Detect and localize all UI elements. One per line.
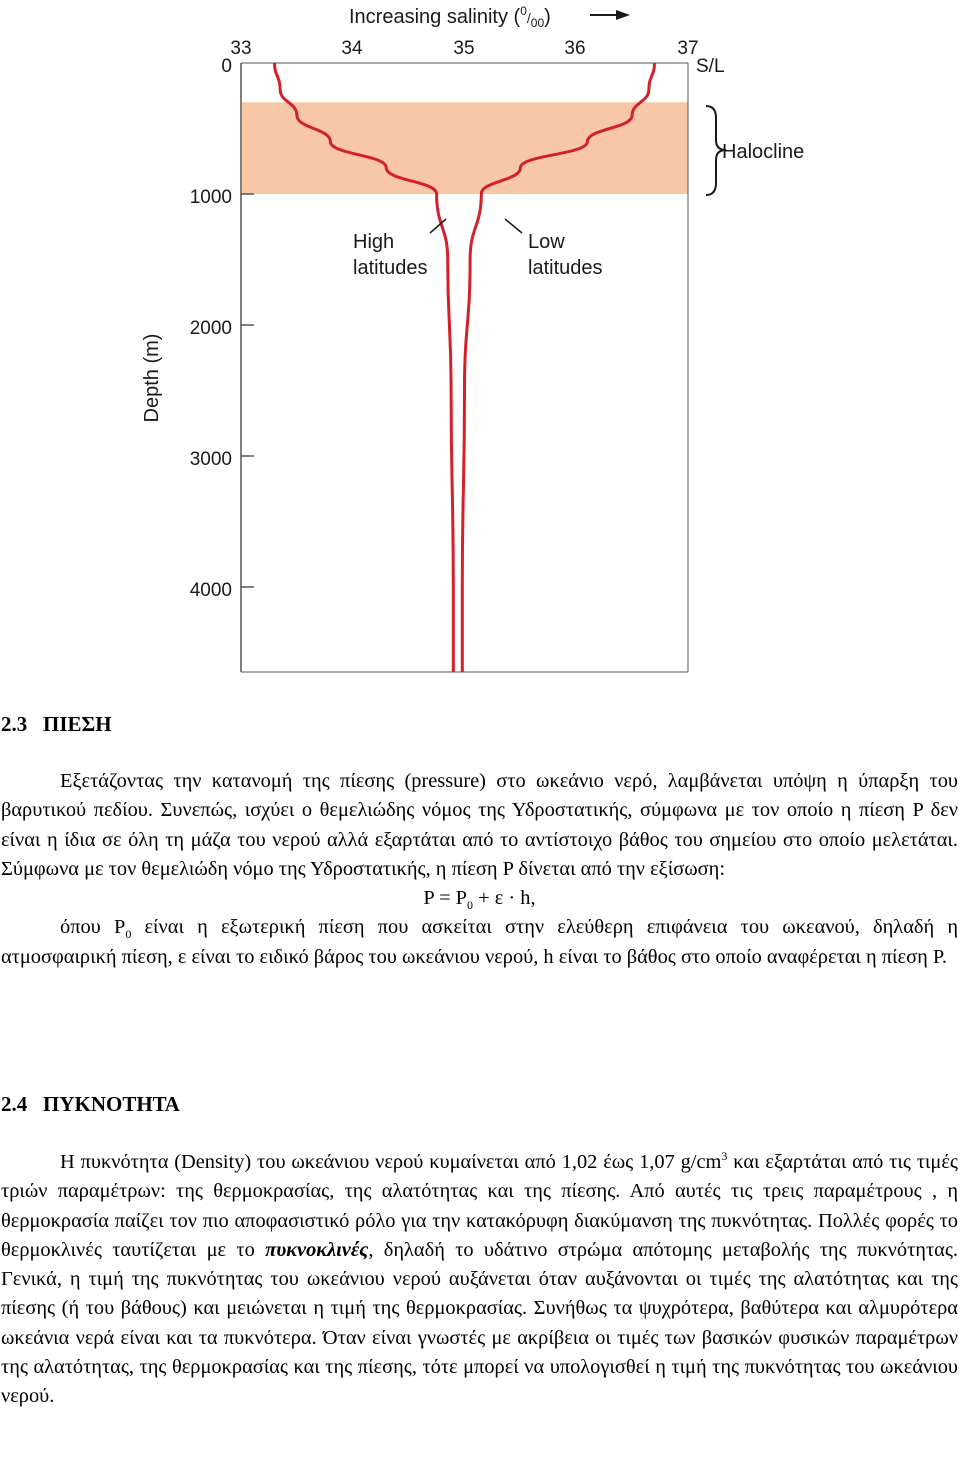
salinity-depth-chart [0,0,960,700]
low-latitudes-label-line2: latitudes [528,257,603,279]
x-tick-label: 35 [453,38,475,59]
y-tick-marks [241,194,254,587]
y-tick-label: 3000 [189,449,232,470]
equation-explanation: όπου $P_0$ είναι η εξωτερική πίεση που ασκείται στην ελεύθερη επιφάνεια του ωκεανού, δηλαδή η ατμοσφαιρική πίεση, ε είναι το ειδικό βάρος του ωκεάνιου νερού, h είναι το βάθος στο οποίο αναφέρεται η πίεση P. [1,916,958,968]
section-2-4-heading: 2.4 ΠΥΚΝΟΤΗΤΑ [1,1092,180,1116]
x-tick-labels [230,38,698,59]
x-tick-label: 37 [677,38,699,59]
density-paragraph: Η πυκνότητα (Density) του ωκεάνιου νερού κυμαίνεται από 1,02 έως 1,07 $g/cm^3$ και εξαρτάται από τις τιμές τριών παραμέτρων: της θερμοκρασίας, της αλατότητας και της πίεσης. Από αυτές τις τρεις παραμέτρους , η θερμοκρασία παίζει τον πιο αποφασιστικό ρόλο για την κατακόρυφη διακύμανση της πυκνότητας. Πολλές φορές το θερμοκλινές ταυτίζεται με το πυκνοκλινές, δηλαδή το υδάτινο στρώμα απότομης μεταβολής της πυκνότητας. Γενικά, η τιμή της πυκνότητας του ωκεάνιου νερού αυξάνεται όταν αυξάνονται οι τιμές της αλατότητας και της πίεσης (ή του βάθους) και μειώνεται η τιμή της θερμοκρασίας. Συνήθως τα ψυχρότερα, βαθύτερα και αλμυρότερα ωκεάνια νερά είναι και τα πυκνότερα. Όταν είναι γνωστές με ακρίβεια οι τιμές των βασικών φυσικών παραμέτρων της αλατότητας, της θερμοκρασίας και της πίεσης, τότε μπορεί να υπολογισθεί η τιμή της πυκνότητας του ωκεάνιου νερού. [1,1149,958,1408]
section-2-3-heading: 2.3 ΠΙΕΣΗ [1,712,112,736]
halocline-label: Halocline [722,141,805,163]
high-latitudes-label-line1: High [353,231,395,253]
pressure-paragraph: Εξετάζοντας την κατανομή της πίεσης (pressure) στο ωκεάνιο νερό, λαμβάνεται υπόψη η ύπαρξη του βαρυτικού πεδίου. Συνεπώς, ισχύει ο θεμελιώδης νόμος της Υδροστατικής, σύμφωνα με τον οποίο η πίεση P δεν είναι η ίδια σε όλη τη μάζα του νερού αλλά εξαρτάται από το αντίστοιχο βάθος του σημείου στο οποίο μελετάται. Σύμφωνα με τον θεμελιώδη νόμο της Υδροστατικής, η πίεση P δίνεται από την εξίσωση: [1,770,958,880]
high-latitudes-label-line2: latitudes [353,257,428,279]
section-2-3-body [1,767,958,972]
y-tick-label: 2000 [189,318,232,339]
halocline-band [242,102,688,194]
low-latitudes-pointer [505,219,522,233]
x-tick-label: 36 [564,38,586,59]
section-2-4-body [1,1148,958,1412]
chart-title: Increasing salinity ($^0_{/00}$) [349,4,551,30]
arrow-right-icon [590,10,630,20]
pycnocline-term: πυκνοκλινές [265,1238,369,1261]
x-tick-label: 33 [230,38,252,59]
sl-label: S/L [696,56,725,77]
y-tick-label: 4000 [189,580,232,601]
y-tick-label: 1000 [189,187,232,208]
pressure-equation: $P = P_0 + \varepsilon \cdot h$, [423,887,536,913]
low-latitudes-label-line1: Low [528,231,565,253]
y-tick-labels [190,56,232,601]
y-axis-label: Depth (m) [141,333,163,423]
x-tick-label: 34 [341,38,363,59]
y-tick-label: 0 [221,56,232,77]
